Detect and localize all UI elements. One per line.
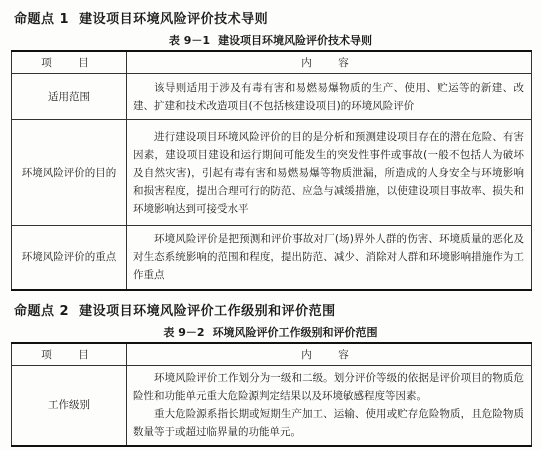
table1-header-row: [12, 51, 532, 74]
section1-title: 建设项目环境风险评价技术导则: [79, 12, 269, 27]
table-row: [12, 74, 532, 120]
table2-header-content: 内 容: [127, 343, 532, 366]
row-label: 环境风险评价的目的: [12, 120, 127, 226]
table1-title: 建设项目环境风险评价技术导则: [218, 34, 373, 47]
content-paragraph: 环境风险评价工作划分为一级和二级。划分评价等级的依据是评价项目的物质危险性和功能单元重大危险源判定结果以及环境敏感程度等因素。: [133, 372, 524, 403]
table1-caption: [0, 32, 541, 48]
table-row: [12, 120, 532, 226]
table-row: [12, 366, 532, 446]
table1: [11, 50, 532, 291]
table2-header-row: [12, 343, 532, 366]
table1-header-content: 内 容: [127, 51, 532, 74]
section2-number: 命题点 2: [14, 304, 70, 319]
table2-title: 环境风险评价工作级别和评价范围: [212, 326, 378, 339]
table2-header-item: 项 目: [12, 343, 127, 366]
table2-caption: [0, 324, 541, 340]
content-paragraph: 重大危险源系指长期或短期生产加工、运输、使用或贮存危险物质，且危险物质数量等于或超过临界量的功能单元。: [133, 408, 524, 439]
table2-number: 表 9－2: [163, 326, 205, 339]
row-label: 工作级别: [12, 366, 127, 446]
table-row: [12, 226, 532, 290]
table2: [11, 342, 532, 447]
section1-heading: [14, 8, 268, 27]
section1-number: 命题点 1: [14, 12, 70, 27]
row-content: 该导则适用于涉及有毒有害和易燃易爆物质的生产、使用、贮运等的新建、改建、扩建和技术改造项目(不包括核建设项目)的环境风险评价: [127, 74, 532, 120]
row-label: 适用范围: [12, 74, 127, 120]
section2-title: 建设项目环境风险评价工作级别和评价范围: [79, 304, 336, 319]
section2-heading: [14, 300, 336, 319]
row-content: [127, 366, 532, 446]
table1-number: 表 9－1: [168, 34, 211, 47]
row-content: 环境风险评价是把预测和评价事故对厂(场)界外人群的伤害、环境质量的恶化及对生态系统影响的范围和程度，提出防范、减少、消除对人群和环境影响措施作为工作重点: [127, 226, 532, 290]
row-label: 环境风险评价的重点: [12, 226, 127, 290]
row-content: 进行建设项目环境风险评价的目的是分析和预测建设项目存在的潜在危险、有害因素，建设项目建设和运行期间可能发生的突发性事件或事故(一般不包括人为破坏及自然灾害)，引起有毒有害和易燃易爆等物质泄漏，所造成的人身安全与环境影响和损害程度，提出合理可行的防范、应急与减缓措施，以使建设项目事故率、损失和环境影响达到可接受水平: [127, 120, 532, 226]
table1-header-item: 项 目: [12, 51, 127, 74]
